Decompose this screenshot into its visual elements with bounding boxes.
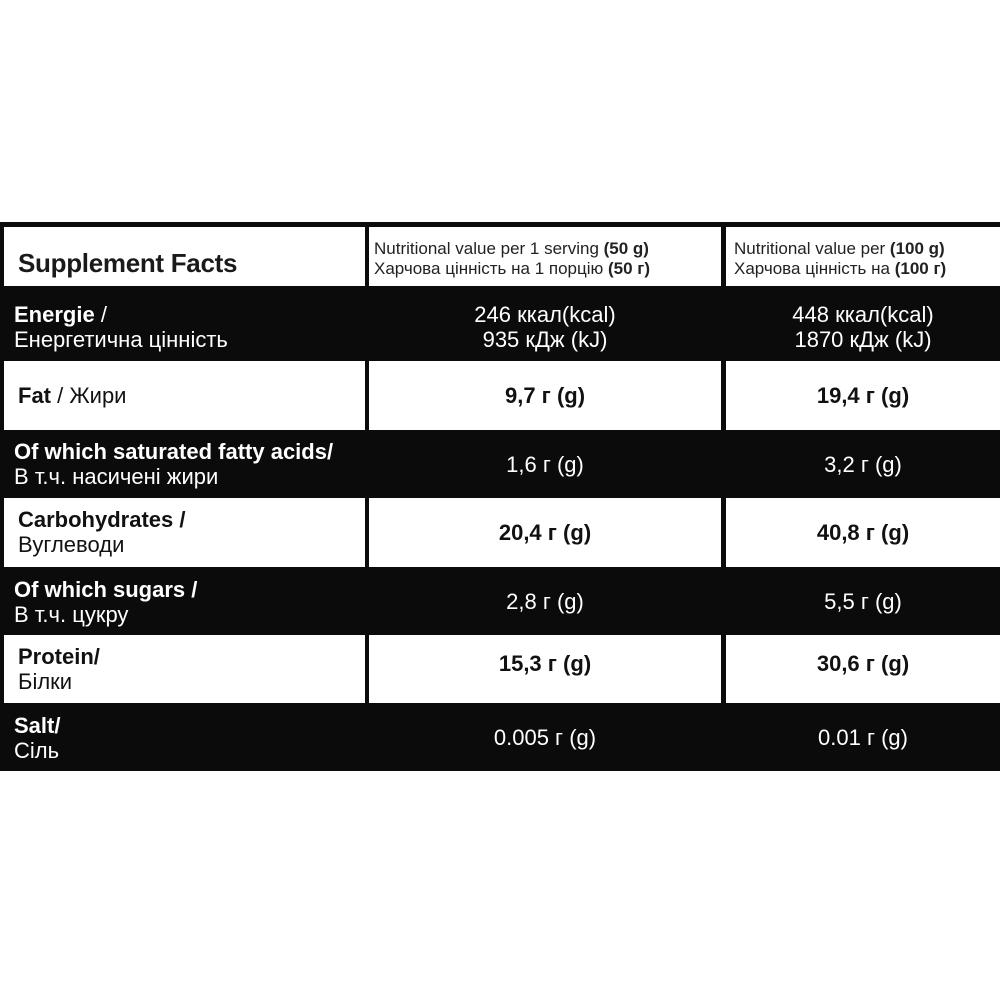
per-serving-value: 1,6 г (g) — [506, 452, 584, 477]
per-100g-value: 30,6 г (g) — [816, 651, 910, 676]
table-header-row — [0, 222, 1000, 290]
header-per-serving-cell — [369, 227, 721, 286]
row-label: Fat / Жири — [18, 383, 127, 408]
table-row-carbohydrates — [0, 498, 1000, 567]
per-serving-value: 2,8 г (g) — [506, 589, 584, 614]
row-label: Carbohydrates / Вуглеводи — [18, 507, 186, 557]
per-serving-value: 9,7 г (g) — [504, 383, 586, 408]
per-100g-value: 448 ккал(kcal) 1870 кДж (kJ) — [792, 302, 934, 352]
header-per-100g-cell — [726, 227, 1000, 286]
supplement-facts-table — [0, 222, 1000, 771]
per-100g-value: 5,5 г (g) — [824, 589, 902, 614]
row-label: Of which sugars / В т.ч. цукру — [14, 577, 198, 627]
per-serving-value: 20,4 г (g) — [498, 520, 592, 545]
row-label: Protein/ Білки — [18, 644, 100, 694]
row-label: Of which saturated fatty acids/ В т.ч. насичені жири — [14, 439, 334, 489]
row-label: Energie / Енергетична цінність — [14, 302, 228, 352]
header-per-100g-ua: Харчова цінність на (100 г) — [734, 259, 947, 278]
per-100g-value: 40,8 г (g) — [816, 520, 910, 545]
table-title: Supplement Facts — [18, 248, 238, 278]
header-per-100g-en: Nutritional value per (100 g) — [734, 239, 945, 258]
table-row-protein — [0, 635, 1000, 703]
per-serving-value: 0.005 г (g) — [493, 725, 597, 750]
per-serving-value: 15,3 г (g) — [498, 651, 592, 676]
table-row-salt — [0, 703, 1000, 771]
header-title-cell — [4, 227, 365, 286]
header-per-serving-en: Nutritional value per 1 serving (50 g) — [374, 239, 649, 258]
table-row-fat — [0, 361, 1000, 430]
row-label: Salt/ Сіль — [14, 713, 61, 763]
per-100g-value: 3,2 г (g) — [824, 452, 902, 477]
table-row-sugars — [0, 567, 1000, 635]
header-per-serving-ua: Харчова цінність на 1 порцію (50 г) — [374, 259, 651, 278]
table-row-energy — [0, 290, 1000, 361]
per-serving-value: 246 ккал(kcal) 935 кДж (kJ) — [474, 302, 616, 352]
per-100g-value: 0.01 г (g) — [818, 725, 908, 750]
table-row-saturated-fat — [0, 430, 1000, 498]
per-100g-value: 19,4 г (g) — [816, 383, 910, 408]
